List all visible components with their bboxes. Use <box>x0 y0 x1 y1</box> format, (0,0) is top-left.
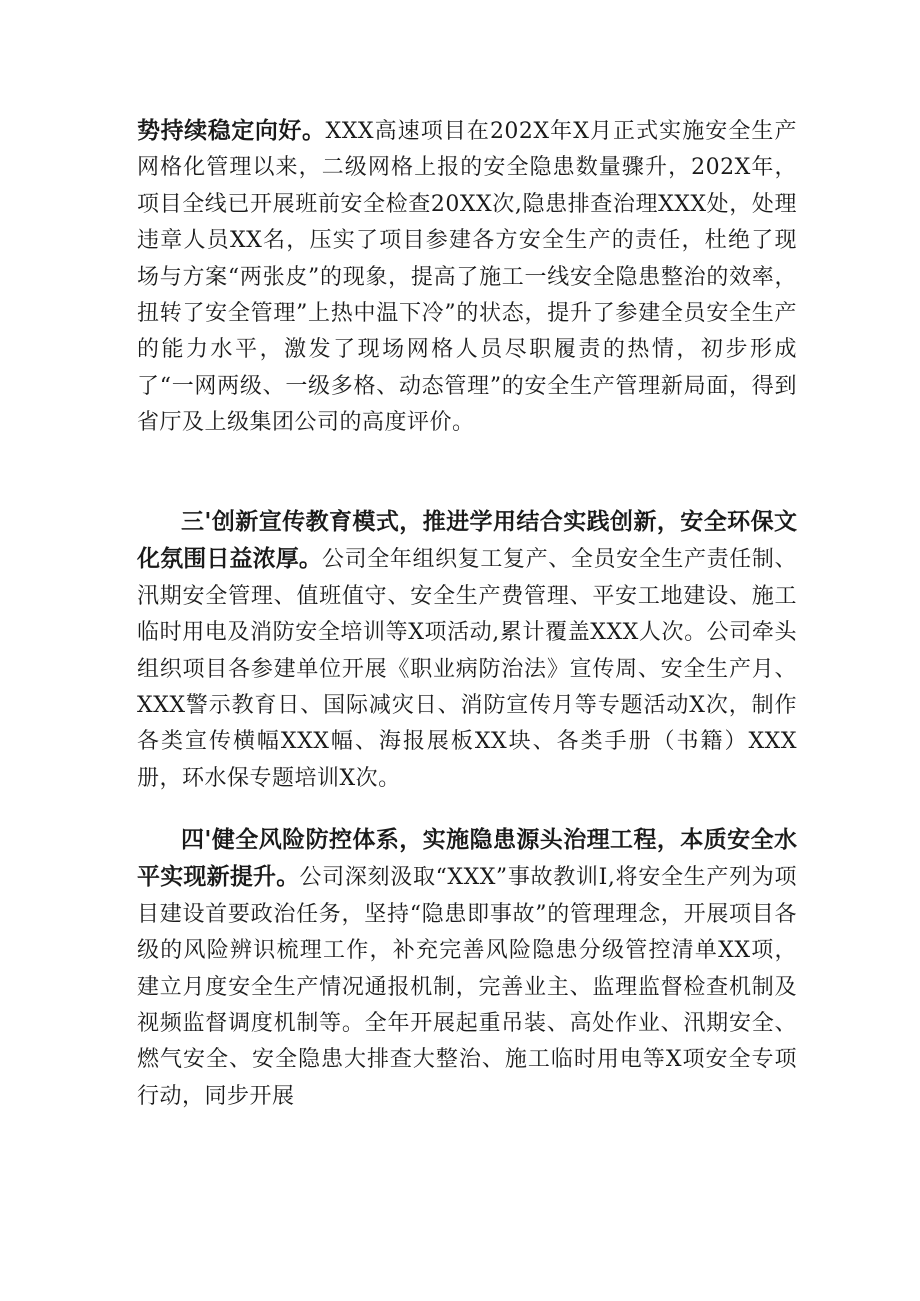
paragraph-body: XXX高速项目在202X年X月正式实施安全生产网格化管理以来，二级网格上报的安全隐患数量骤升，202X年，项目全线已开展班前安全检查20XX次,隐患排查治理XXX处，处理违章人员XX名，压实了项目参建各方安全生产的责任，杜绝了现场与方案“两张皮”的现象，提高了施工一线安全隐患整治的效率，扭转了安全管理”上热中温下冷”的状态，提升了参建全员安全生产的能力水平，激发了现场网格人员尽职履责的热情，初步形成了“一网两级、一级多格、动态管理”的安全生产管理新局面，得到省厅及上级集团公司的高度评价。 <box>137 119 797 436</box>
paragraph-body: 公司全年组织复工复产、全员安全生产责任制、汛期安全管理、值班值守、安全生产费管理、平安工地建设、施工临时用电及消防安全培训等X项活动,累计覆盖XXX人次。公司牵头组织项目各参建单位开展《职业病防治法》宣传周、安全生产月、XXX警示教育日、国际减灾日、消防宣传月等专题活动X次，制作各类宣传横幅XXX幅、海报展板XX块、各类手册（书籍）XXX册，环水保专题培训X次。 <box>137 547 797 791</box>
paragraph-continued <box>137 113 797 442</box>
paragraph-lead: 势持续稳定向好。 <box>137 118 326 144</box>
paragraph-lead: 四'健全风险防控体系，实施隐患源头治理工程，本质安全水平实现新提升。 <box>137 827 797 891</box>
paragraph-section-three <box>137 504 797 797</box>
paragraph-body: 公司深刻汲取“XXX”事故教训I,将安全生产列为项目建设首要政治任务，坚持“隐患即事故”的管理理念，开展项目各级的风险辨识梳理工作，补充完善风险隐患分级管控清单XX项，建立月度安全生产情况通报机制，完善业主、监理监督检查机制及视频监督调度机制等。全年开展起重吊装、高处作业、汛期安全、燃气安全、安全隐患大排查大整治、施工临时用电等X项安全专项行动，同步开展 <box>137 865 797 1109</box>
paragraph-lead: 三'创新宣传教育模式，推进学用结合实践创新，安全环保文化氛围日益浓厚。 <box>137 509 797 573</box>
paragraph-section-four <box>137 822 797 1115</box>
